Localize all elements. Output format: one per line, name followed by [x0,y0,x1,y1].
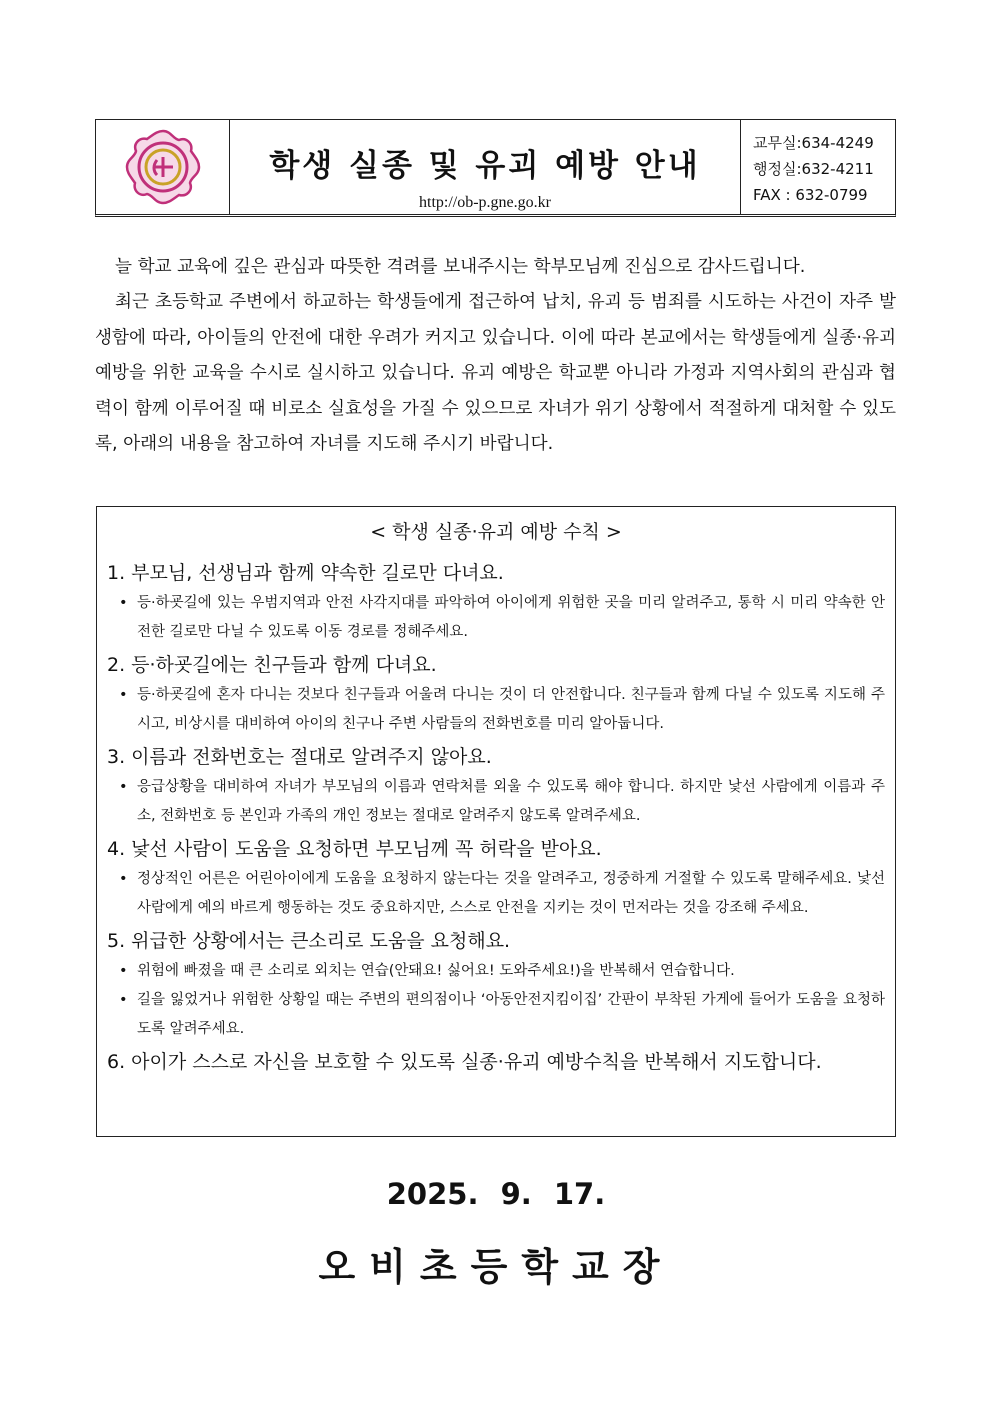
bullet-icon: • [119,963,128,979]
rule-heading: 4. 낯선 사람이 도움을 요청하면 부모님께 꼭 허락을 받아요. [107,838,602,860]
contact-fax: FAX : 632-0799 [753,186,868,204]
bullet-icon: • [119,595,128,611]
rule-heading: 6. 아이가 스스로 자신을 보호할 수 있도록 실종·유괴 예방수칙을 반복해서 지도합니다. [107,1051,822,1073]
document-header [95,119,896,217]
contact-info [741,120,895,214]
page-title: 학생 실종 및 유괴 예방 안내 [269,148,701,184]
rule-heading: 3. 이름과 전화번호는 절대로 알려주지 않아요. [107,746,492,768]
rule-bullet: • 정상적인 어른은 어린아이에게 도움을 요청하지 않는다는 것을 알려주고, 정중하게 거절할 수 있도록 말해주세요. 낯선 사람에게 예의 바르게 행동하는 것도 중요하지만, 스스로 안전을 지키는 것이 먼저라는 것을 강조해 주세요. [107,865,885,923]
rule-bullet: • 길을 잃었거나 위험한 상황일 때는 주변의 편의점이나 ‘아동안전지킴이집’ 간판이 부착된 가게에 들어가 도움을 요청하도록 알려주세요. [107,986,885,1044]
rule-bullet: • 응급상황을 대비하여 자녀가 부모님의 이름과 연락처를 외울 수 있도록 해야 합니다. 하지만 낯선 사람에게 이름과 주소, 전화번호 등 본인과 가족의 개인 정보는 절대로 알려주지 않도록 알려주세요. [107,773,885,831]
rule-bullet: • 등·하굣길에 있는 우범지역과 안전 사각지대를 파악하여 아이에게 위험한 곳을 미리 알려주고, 통학 시 미리 약속한 안전한 길로만 다닐 수 있도록 이동 경로를 정해주세요. [107,589,885,647]
rule-bullet: • 위험에 빠졌을 때 큰 소리로 외치는 연습(안돼요! 싫어요! 도와주세요!)을 반복해서 연습합니다. [107,957,885,986]
document-date: 2025. 9. 17. [386,1177,606,1211]
contact-academic-office: 교무실:634-4249 [753,134,874,152]
school-emblem-icon [123,127,203,207]
intro-paragraph: 최근 초등학교 주변에서 하교하는 학생들에게 접근하여 납치, 유괴 등 범죄를 시도하는 사건이 자주 발생함에 따라, 아이들의 안전에 대한 우려가 커지고 있습니다. 이에 따라 본교에서는 학생들에게 실종·유괴 예방을 위한 교육을 수시로 실시하고 있습니다. 유괴 예방은 학교뿐 아니라 가정과 지역사회의 관심과 협력이 함께 이루어질 때 비로소 실효성을 가질 수 있으므로 자녀가 위기 상황에서 적절하게 대처할 수 있도록, 아래의 내용을 참고하여 자녀를 지도해 주시기 바랍니다. [95,292,896,455]
safety-rules-box [96,506,896,1137]
bullet-icon: • [119,871,128,887]
bullet-icon: • [119,779,128,795]
principal-signature: 오비초등학교장 [318,1245,674,1289]
logo-cell [96,120,230,214]
rule-heading: 1. 부모님, 선생님과 함께 약속한 길로만 다녀요. [107,562,504,584]
intro-text [95,250,896,462]
title-cell [230,120,741,214]
school-url[interactable]: http://ob-p.gne.go.kr [419,194,551,211]
rule-bullet: • 등·하굣길에 혼자 다니는 것보다 친구들과 어울려 다니는 것이 더 안전합니다. 친구들과 함께 다닐 수 있도록 지도해 주시고, 비상시를 대비하여 아이의 친구나 주변 사람들의 전화번호를 미리 알아둡니다. [107,681,885,739]
bullet-icon: • [119,992,128,1008]
bullet-icon: • [119,687,128,703]
rule-heading: 5. 위급한 상황에서는 큰소리로 도움을 요청해요. [107,930,511,952]
rules-title: < 학생 실종·유괴 예방 수칙 > [370,521,622,543]
intro-paragraph: 늘 학교 교육에 깊은 관심과 따뜻한 격려를 보내주시는 학부모님께 진심으로 감사드립니다. [115,257,806,277]
contact-admin-office: 행정실:632-4211 [753,160,874,178]
rule-heading: 2. 등·하굣길에는 친구들과 함께 다녀요. [107,654,437,676]
